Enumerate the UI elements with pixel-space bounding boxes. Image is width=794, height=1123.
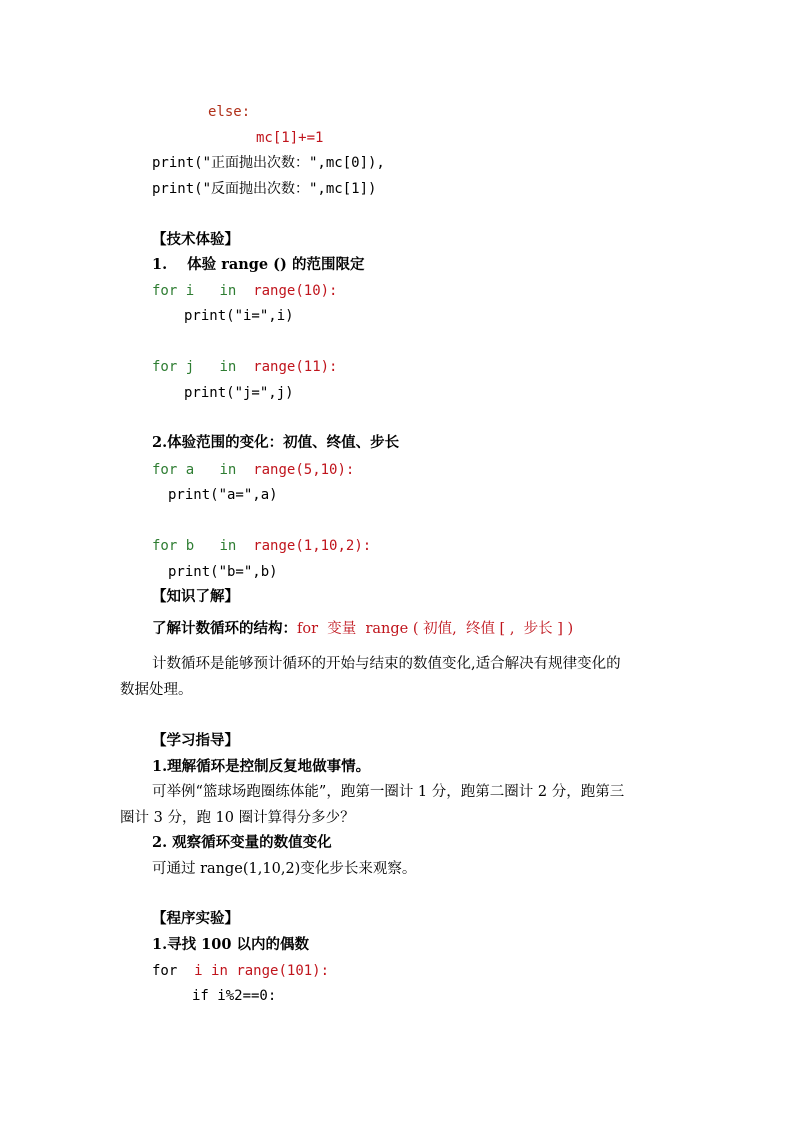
tech-item2: 2.体验范围的变化：初值、终值、步长 (152, 434, 400, 451)
study-guide-observe: 可通过 range(1,10,2)变化步长来观察。 (152, 861, 417, 877)
keyword-for: for (152, 462, 178, 478)
keyword-in: in (219, 283, 237, 299)
program-experiment-heading: 【程序实验】 (152, 910, 239, 927)
study-guide-example-line1: 可举例“篮球场跑圈练体能”，跑第一圈计 1 分，跑第二圈计 2 分，跑第三 (152, 784, 625, 800)
knowledge-heading: 【知识了解】 (152, 588, 239, 605)
code-loop4 (152, 536, 371, 556)
keyword-for: for (152, 963, 178, 979)
knowledge-para-line1: 计数循环是能够预计循环的开始与结束的数值变化,适合解决有规律变化的 (152, 656, 621, 672)
keyword-for: for (152, 359, 178, 375)
range-call: range(11): (253, 359, 338, 375)
syntax-step: 步长 ] ) (523, 621, 574, 637)
code-else-line: else: (208, 104, 251, 120)
code-loop5-body: if i%2==0: (192, 988, 277, 1004)
structure-label: 了解计数循环的结构： (152, 620, 297, 637)
tech-item1 (152, 255, 364, 275)
loop-var: i (185, 283, 195, 299)
range-call: in range(101): (211, 963, 330, 979)
code-loop2-body: print("j=",j) (184, 385, 294, 401)
knowledge-structure (152, 619, 573, 639)
study-guide-heading: 【学习指导】 (152, 732, 239, 749)
code-loop3-body: print("a=",a) (168, 487, 278, 503)
tech-experience-heading: 【技术体验】 (152, 231, 239, 248)
code-loop5 (152, 961, 329, 981)
range-call: range(10): (253, 283, 338, 299)
keyword-in: in (219, 538, 237, 554)
program-experiment-item1: 1.寻找 100 以内的偶数 (152, 936, 310, 953)
code-loop3 (152, 460, 354, 480)
range-call: range(1,10,2): (253, 538, 372, 554)
code-loop2 (152, 357, 337, 377)
loop-var: b (185, 538, 195, 554)
knowledge-para-line2: 数据处理。 (120, 682, 193, 698)
code-loop4-body: print("b=",b) (168, 564, 278, 580)
code-print-back: print("反面抛出次数：",mc[1]) (152, 181, 377, 197)
tech-item1-text: 体验 range () 的范围限定 (187, 256, 365, 273)
loop-var: j (185, 359, 195, 375)
study-guide-item1: 1.理解循环是控制反复地做事情。 (152, 758, 371, 775)
code-loop1 (152, 281, 337, 301)
keyword-for: for (152, 283, 178, 299)
loop-var: i (194, 963, 203, 979)
code-increment-line: mc[1]+=1 (256, 130, 324, 146)
loop-var: a (185, 462, 195, 478)
tech-item1-number: 1. (152, 256, 168, 273)
study-guide-example-line2: 圈计 3 分，跑 10 圈计算得分多少？ (120, 810, 355, 826)
study-guide-item2: 2. 观察循环变量的数值变化 (152, 834, 332, 851)
syntax-range: range ( 初值, (365, 621, 457, 637)
syntax-for: for (297, 621, 319, 637)
code-print-front: print("正面抛出次数：",mc[0]), (152, 155, 385, 171)
range-call: range(5,10): (253, 462, 355, 478)
keyword-in: in (219, 462, 237, 478)
code-loop1-body: print("i=",i) (184, 308, 294, 324)
keyword-in: in (219, 359, 237, 375)
keyword-for: for (152, 538, 178, 554)
syntax-var: 变量 (327, 621, 357, 637)
syntax-end: 终值 [ , (465, 621, 515, 637)
